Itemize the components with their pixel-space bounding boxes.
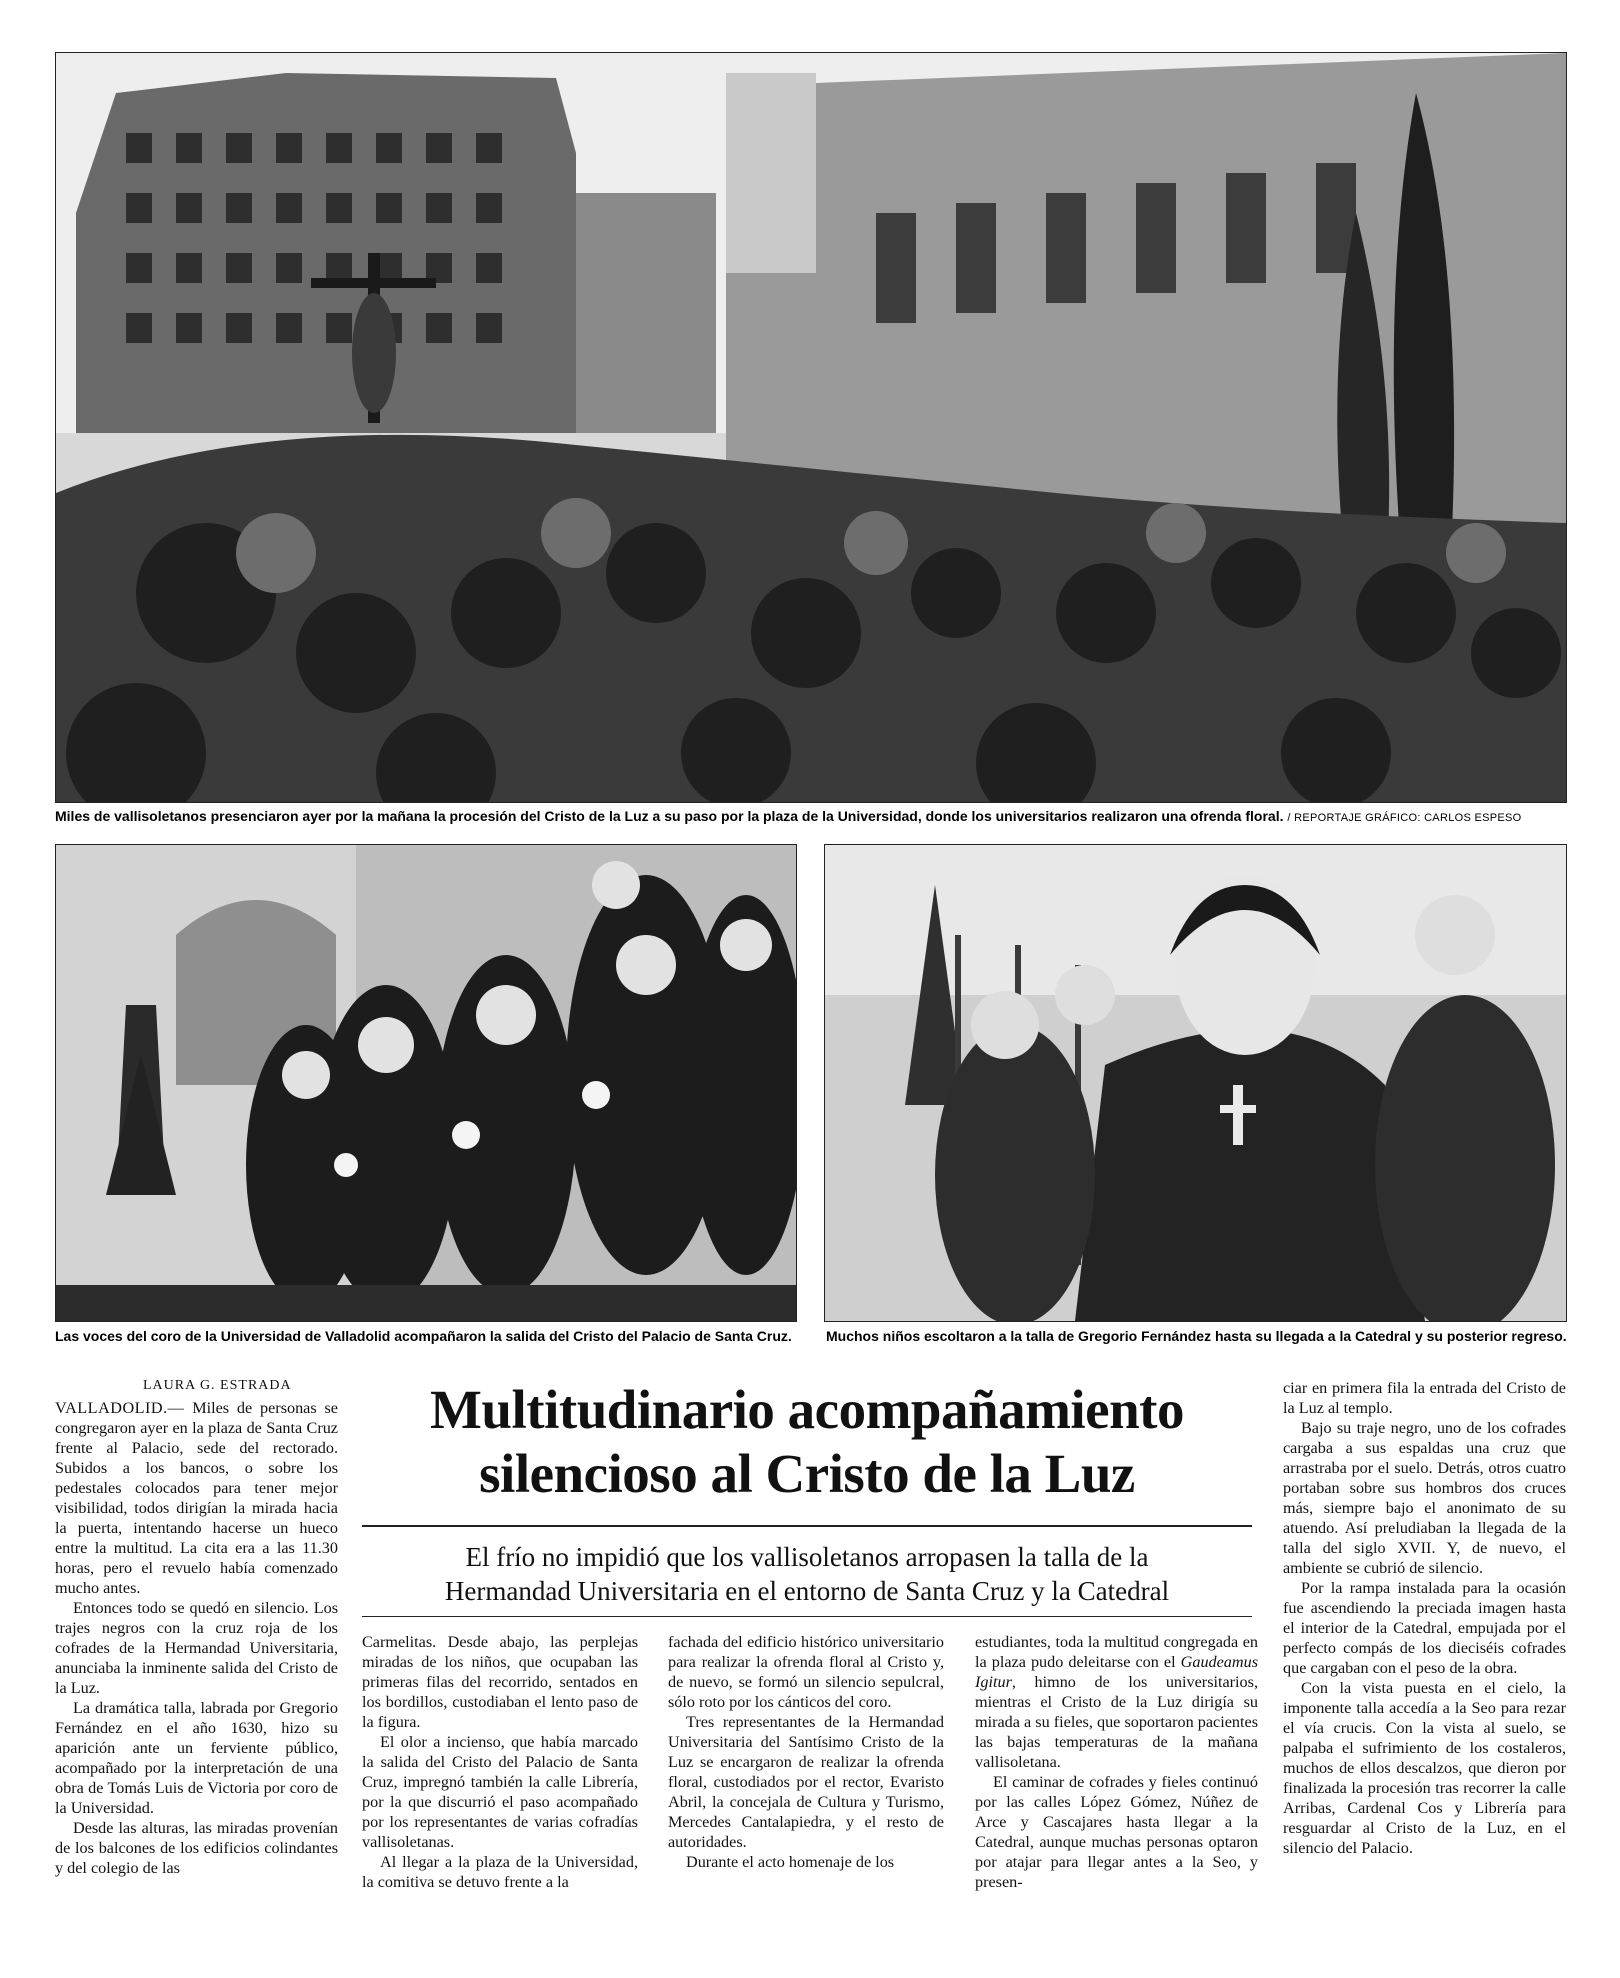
paragraph: ciar en primera fila la entrada del Cristo de la Luz al templo. bbox=[1283, 1379, 1566, 1417]
dateline: VALLADOLID.— bbox=[55, 1399, 185, 1417]
choir-photo-caption: Las voces del coro de la Universidad de Valladolid acompañaron la salida del Cristo del Palacio de Santa Cruz. bbox=[55, 1328, 792, 1344]
subheadline bbox=[362, 1540, 1252, 1608]
article-column-2 bbox=[362, 1632, 638, 1892]
headline-rule bbox=[362, 1525, 1252, 1527]
subhead-rule bbox=[362, 1616, 1252, 1617]
photo-procession-crowd bbox=[55, 52, 1567, 803]
subhead-line-2: Hermandad Universitaria en el entorno de Santa Cruz y la Catedral bbox=[444, 1576, 1170, 1606]
article-column-4 bbox=[975, 1632, 1258, 1892]
paragraph: Entonces todo se quedó en silencio. Los trajes negros con la cruz roja de los cofrades de la Hermandad Universitaria, anunciaba la inminente salida del Cristo de la Luz. bbox=[55, 1599, 338, 1697]
top-photo-caption-text: Miles de vallisoletanos presenciaron ayer por la mañana la procesión del Cristo de la Luz a su paso por la plaza de la Universidad, donde los universitarios realizaron una ofrenda floral. bbox=[55, 808, 1284, 824]
paragraph: Bajo su traje negro, uno de los cofrades cargaba a sus espaldas una cruz que arrastraba por el suelo. Detrás, otros cuatro portaban sobre sus hombros dos cruces más, siempre bajo el anonimato de su atuendo. Así preludiaban la llegada de la talla del siglo XVII. Y, de nuevo, el ambiente se cubrió de silencio. bbox=[1283, 1419, 1566, 1577]
paragraph: Durante el acto homenaje de los bbox=[686, 1853, 895, 1871]
paragraph: fachada del edificio histórico universitario para realizar la ofrenda floral al Cristo y, de nuevo, se formó un silencio sepulcral, sólo roto por los cánticos del coro. bbox=[668, 1633, 944, 1711]
paragraph: Desde las alturas, las miradas provenían de los balcones de los edificios colindantes y del colegio de las bbox=[55, 1819, 338, 1877]
hymn-title: Gaudeamus Igitur bbox=[975, 1653, 1258, 1691]
headline-line-1: Multitudinario acompañamiento bbox=[430, 1379, 1184, 1440]
paragraph: La dramática talla, labrada por Gregorio Fernández en el año 1630, hizo su aparición ante un ferviente público, acompañado por la interpretación de una obra de Tomás Luis de Victoria por coro de la Universidad. bbox=[55, 1699, 338, 1817]
paragraph: El olor a incienso, que había marcado la salida del Cristo del Palacio de Santa Cruz, impregnó también la calle Librería, por la que discurrió el paso acompañado por los representantes de varias cofradías vallisoletanas. bbox=[362, 1733, 638, 1851]
paragraph: estudiantes, toda la multitud congregada en la plaza pudo deleitarse con el Gaudeamus Igitur, himno de los universitarios, mientras el Cristo de la Luz dirigía su mirada a su fieles, que soportaron pacientes las bajas temperaturas de la mañana vallisoletana. bbox=[975, 1633, 1258, 1771]
headline-line-2: silencioso al Cristo de la Luz bbox=[479, 1443, 1135, 1504]
paragraph: El caminar de cofrades y fieles continuó por las calles López Gómez, Núñez de Arce y Cascajares hasta llegar a la Catedral, aunque muchas personas optaron por atajar para llegar antes a la Seo, y presen- bbox=[975, 1773, 1258, 1891]
paragraph: Por la rampa instalada para la ocasión fue ascendiendo la preciada imagen hasta el interior de la Catedral, empujada por el perfecto compás de los dieciséis cofrades que cargaban con el peso de la obra. bbox=[1283, 1579, 1566, 1677]
article-column-3 bbox=[668, 1632, 944, 1872]
children-photo-caption: Muchos niños escoltaron a la talla de Gregorio Fernández hasta su llegada a la Catedral y su posterior regreso. bbox=[826, 1328, 1567, 1344]
paragraph: Carmelitas. Desde abajo, las perplejas miradas de los niños, que ocupaban las primeras filas del recorrido, sentados en los bordillos, custodiaban el lento paso de la figura. bbox=[362, 1633, 638, 1731]
photo-choir bbox=[55, 844, 797, 1322]
paragraph: Tres representantes de la Hermandad Universitaria del Santísimo Cristo de la Luz se encargaron de realizar la ofrenda floral, custodiados por el rector, Evaristo Abril, la concejala de Cultura y Turismo, Mercedes Cantalapiedra, y el resto de autoridades. bbox=[668, 1713, 944, 1851]
paragraph: Al llegar a la plaza de la Universidad, la comitiva se detuvo frente a la bbox=[362, 1853, 638, 1891]
subhead-line-1: El frío no impidió que los vallisoletanos arropasen la talla de la bbox=[465, 1542, 1149, 1572]
article-column-5 bbox=[1283, 1378, 1566, 1858]
photo-credit: / REPORTAJE GRÁFICO: CARLOS ESPESO bbox=[1287, 812, 1522, 824]
top-photo-caption bbox=[55, 807, 1522, 827]
headline bbox=[362, 1378, 1252, 1506]
article-column-1 bbox=[55, 1398, 338, 1878]
paragraph: Con la vista puesta en el cielo, la imponente talla accedía a la Seo para rezar el vía crucis. Con la vista al suelo, se palpaba el sufrimiento de los costaleros, muchos de ellos descalzos, que dieron por finalizada la procesión tras recorrer la calle Arribas, Cardenal Cos y Librería para resguardar al Cristo de la Luz, en el silencio del Palacio. bbox=[1283, 1679, 1566, 1857]
paragraph: VALLADOLID.— Miles de personas se congregaron ayer en la plaza de Santa Cruz frente al Palacio, sede del rectorado. Subidos a los bancos, o sobre los pedestales colocados para tener mejor visibilidad, todos dirigían la mirada hacia la puerta, intentando hacerse un hueco entre la multitud. La cita era a las 11.30 horas, pero el revuelo había comenzado mucho antes. bbox=[55, 1399, 338, 1597]
photo-children bbox=[824, 844, 1567, 1322]
byline: LAURA G. ESTRADA bbox=[143, 1378, 292, 1393]
